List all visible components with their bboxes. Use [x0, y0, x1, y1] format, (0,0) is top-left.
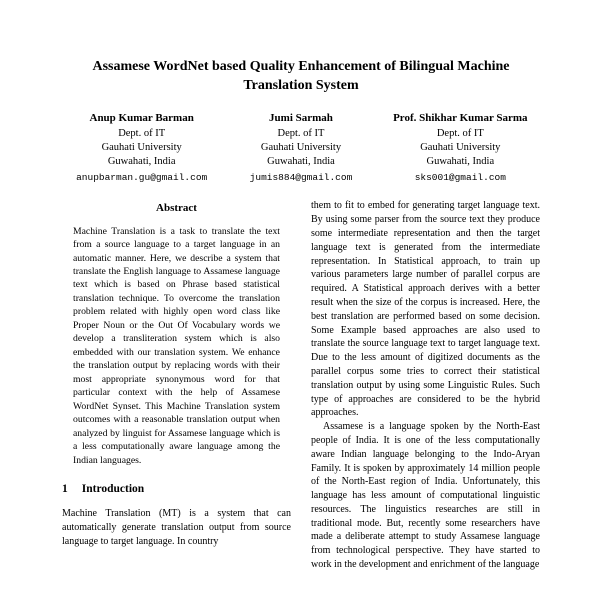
author-city: Guwahati, India [426, 155, 495, 167]
author-email: jumis884@gmail.com [249, 172, 353, 184]
author-2 [221, 112, 380, 184]
right-column [311, 199, 540, 572]
author-name: Anup Kumar Barman [89, 111, 194, 124]
author-name: Prof. Shikhar Kumar Sarma [393, 111, 528, 124]
abstract-text: Machine Translation is a task to translate the text from a source language to a target language in an automatic manner. Here, we describe a system that translate the English language to Assamese language text which is based on Phrase based statistical translation technique. To overcome the translation problem related with highly open word class like Proper Noun or the Out Of Vocabulary words we develop a transliteration system which is also embedded with our translation system. We enhance the translation output by replacing words with their most appropriate synonymous word for that particular context with the help of Assamese WordNet Synset. This Machine Translation system outcomes with a reasonable translation output when analyzed by linguist for Assamese language which is a less computationally aware language among the Indian languages. [73, 225, 280, 466]
author-block [62, 112, 540, 184]
introduction-paragraph: Machine Translation (MT) is a system that can automatically generate translation output from source language to target language. In country [62, 508, 291, 547]
right-column-paragraph-2: Assamese is a language spoken by the North-East people of India. It is one of the less computationally aware Indian language belonging to the Indo-Aryan Family. It is spoken by approximately 14 million people of the North-East region of India. Unfortunately, this language has less amount of computational linguistic resources. The linguistics researches are still in traditional mode. But, recently some researchers have made a deliberate attempt to study Assamese language from technological perspective. They have started to work in the development and enrichment of the language [311, 421, 540, 571]
author-university: Gauhati University [420, 141, 501, 153]
section-number: 1 [62, 483, 68, 496]
author-city: Guwahati, India [107, 155, 176, 167]
author-dept: Dept. of IT [277, 127, 325, 139]
right-column-paragraph-1: them to fit to embed for generating target language text. By using some parser from the source text they produce some intermediate representation and then the target language text is generated from the intermediate representation. In Statistical approach, to train up various parameters large number of parallel corpus are required. A Statistical approach derives with a better result when the size of the corpus is increased. Here, the best translation are performed based on some decision. Some Example based approaches are also used to translate the source language text to target language text. Due to the less amount of digitized documents as the parallel corpus some tries to correct their statistical translation output by using some Linguistic Rules. Such type of approaches are considered to be the hybrid approaches. [311, 200, 540, 419]
author-university: Gauhati University [260, 141, 342, 153]
left-column [62, 199, 291, 572]
paper-title: Assamese WordNet based Quality Enhancement of Bilingual Machine Translation System [92, 59, 510, 93]
author-email: sks001@gmail.com [414, 172, 506, 184]
author-email: anupbarman.gu@gmail.com [76, 172, 208, 184]
author-3 [381, 112, 540, 184]
author-name: Jumi Sarmah [269, 111, 333, 124]
author-university: Gauhati University [101, 141, 182, 153]
author-1 [62, 112, 221, 184]
section-heading-introduction [62, 482, 291, 498]
abstract-heading: Abstract [156, 202, 197, 215]
author-city: Guwahati, India [267, 155, 335, 167]
section-title: Introduction [81, 483, 145, 496]
author-dept: Dept. of IT [436, 127, 484, 139]
two-column-body [62, 199, 540, 572]
author-dept: Dept. of IT [118, 127, 166, 139]
